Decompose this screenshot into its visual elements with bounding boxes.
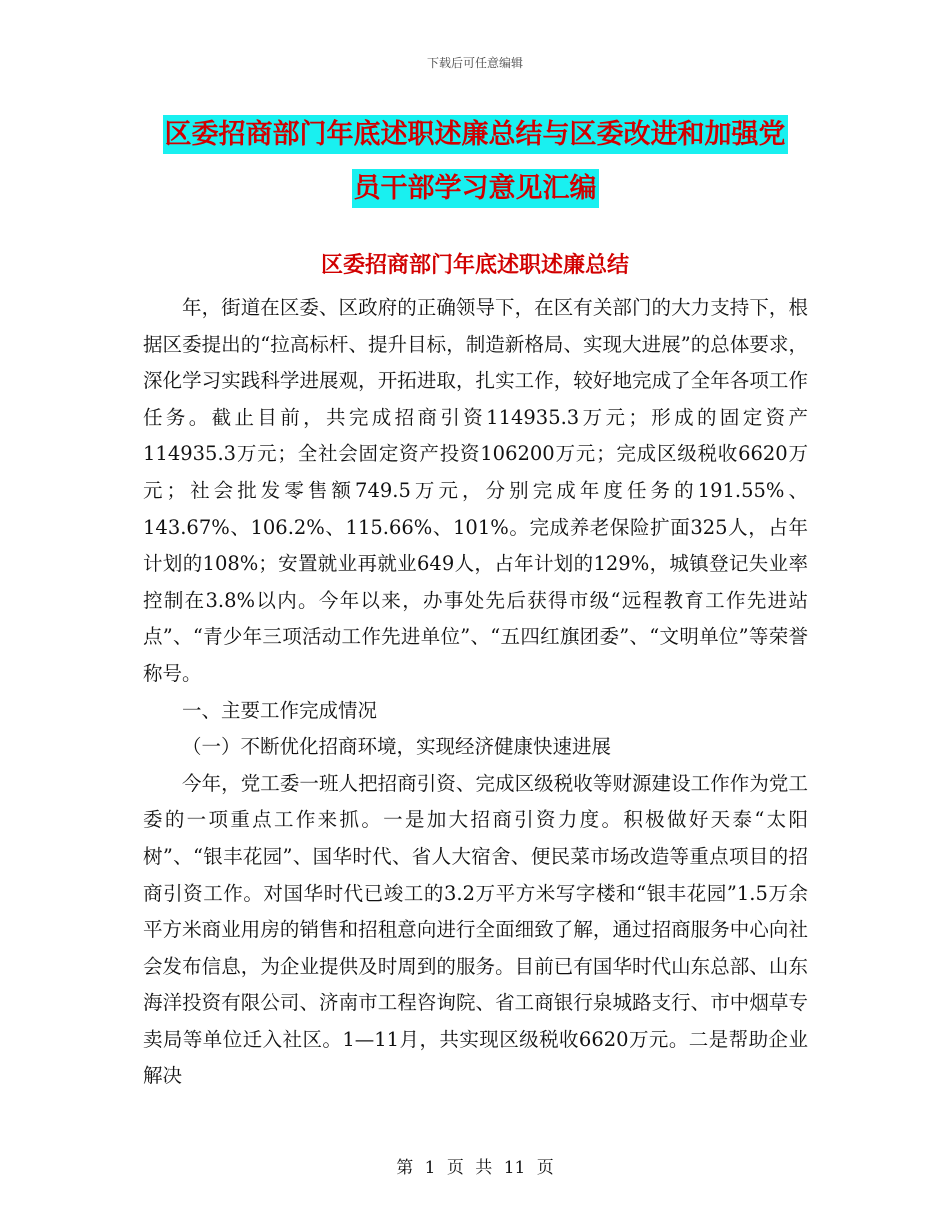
header-note: 下载后可任意编辑	[426, 56, 523, 70]
paragraph-intro: 年，街道在区委、区政府的正确领导下，在区有关部门的大力支持下，根据区委提出的“拉高标杆、提升目标，制造新格局、实现大进展”的总体要求，深化学习实践科学进展观，开拓进取，扎实工作，较好地完成了全年各项工作任务。截止目前，共完成招商引资114935.3万元；形成的固定资产114935.3万元；全社会固定资产投资106200万元；完成区级税收6620万元；社会批发零售额749.5万元，分别完成年度任务的191.55%、143.67%、106.2%、115.66%、101%。完成养老保险扩面325人，占年计划的108%；安置就业再就业649人，占年计划的129%，城镇登记失业率控制在3.8%以内。今年以来，办事处先后获得市级“远程教育工作先进站点”、“青少年三项活动工作先进单位”、“五四红旗团委”、“文明单位”等荣誉称号。	[143, 296, 808, 685]
page-footer: 第 1 页 共 11 页	[396, 1158, 554, 1178]
subheading-investment: （一）不断优化招商环境，实现经济健康快速进展	[182, 735, 612, 759]
document-title	[0, 108, 950, 216]
document-body	[143, 290, 808, 1095]
heading-main-work: 一、主要工作完成情况	[182, 698, 378, 722]
title-line-1: 区委招商部门年底述职述廉总结与区委改进和加强党	[163, 115, 788, 154]
section-title: 区委招商部门年底述职述廉总结	[320, 253, 629, 278]
title-line-2: 员干部学习意见汇编	[352, 169, 599, 208]
paragraph-investment: 今年，党工委一班人把招商引资、完成区级税收等财源建设工作作为党工委的一项重点工作来抓。一是加大招商引资力度。积极做好天泰“太阳树”、“银丰花园”、国华时代、省人大宿舍、便民菜市场改造等重点项目的招商引资工作。对国华时代已竣工的3.2万平方米写字楼和“银丰花园”1.5万余平方米商业用房的销售和招租意向进行全面细致了解，通过招商服务中心向社会发布信息，为企业提供及时周到的服务。目前已有国华时代山东总部、山东海洋投资有限公司、济南市工程咨询院、省工商银行泉城路支行、市中烟草专卖局等单位迁入社区。1—11月，共实现区级税收6620万元。二是帮助企业解决	[143, 771, 808, 1088]
